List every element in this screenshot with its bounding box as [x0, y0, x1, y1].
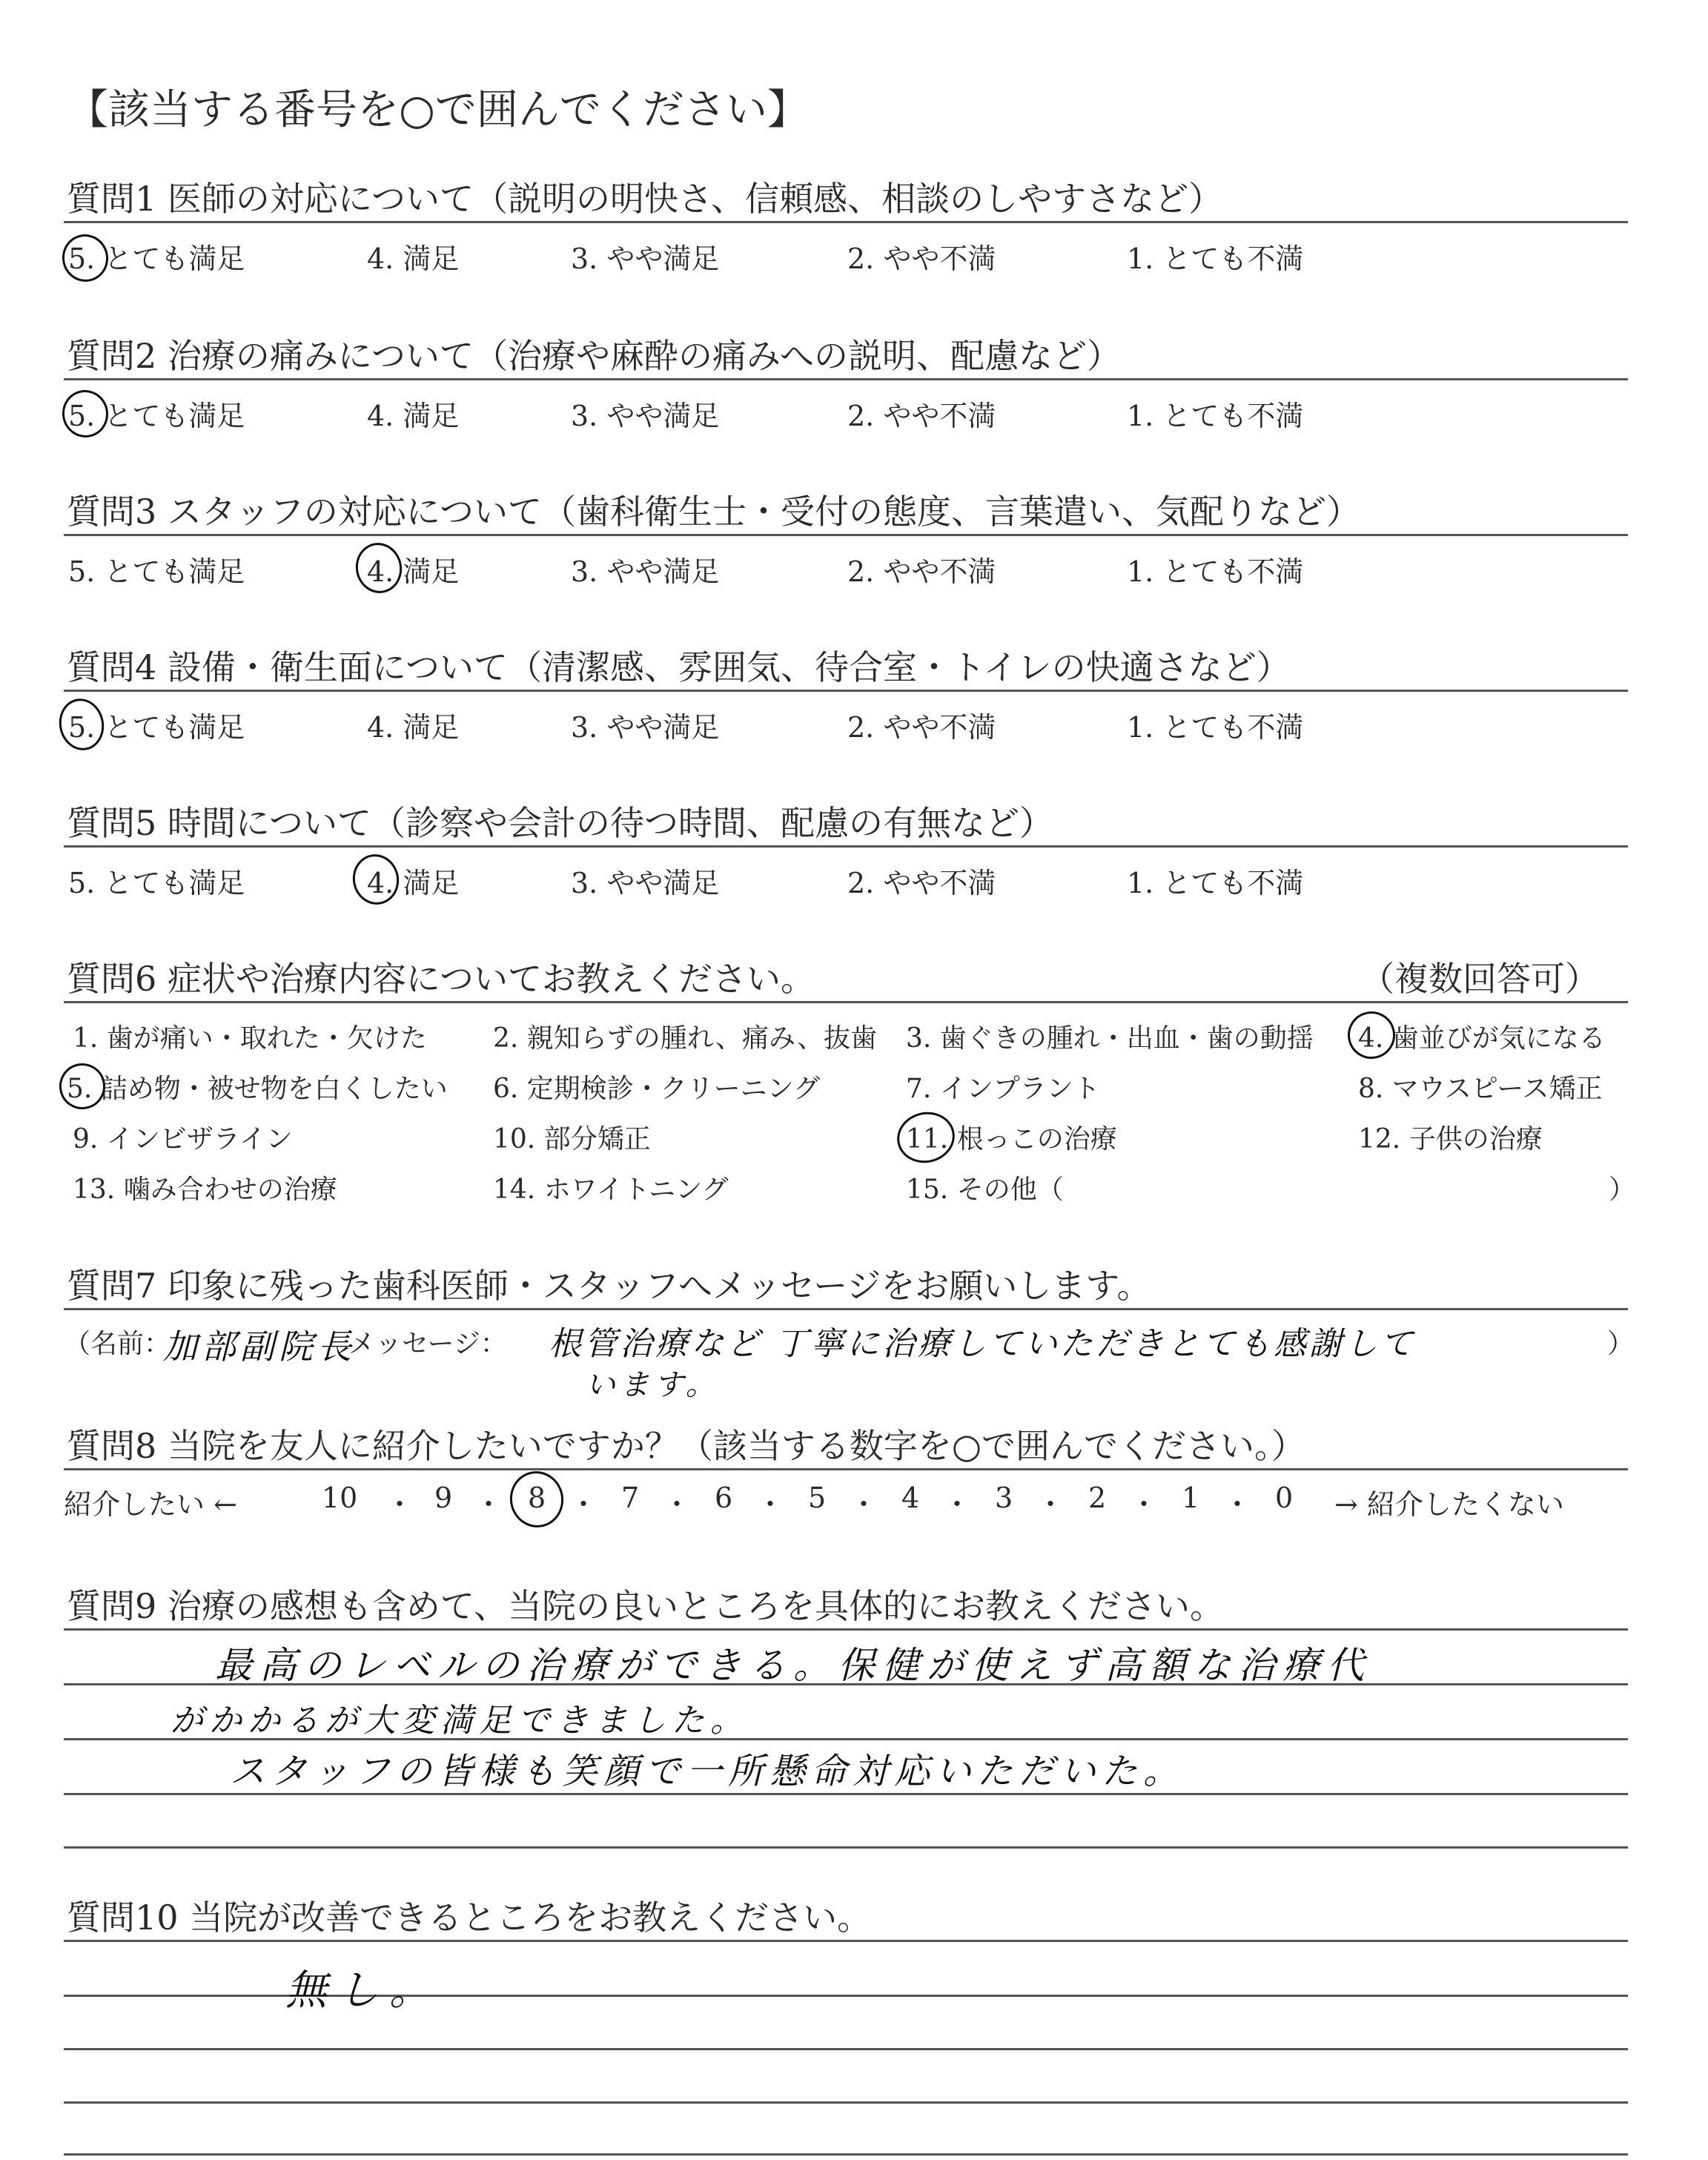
q8-scale-8[interactable]: 8 — [528, 1482, 546, 1514]
q4-option-3[interactable]: 3. やや満足 — [571, 711, 720, 744]
q1-option-3[interactable]: 3. やや満足 — [571, 242, 720, 275]
answer-line — [64, 2048, 1628, 2050]
q3-rule — [64, 534, 1628, 536]
q5-option-1[interactable]: 1. とても不満 — [1127, 867, 1304, 899]
q8-dot: ・ — [474, 1488, 503, 1521]
q6-note: （複数回答可） — [1360, 959, 1599, 999]
q4-option-4[interactable]: 4. 満足 — [367, 711, 460, 744]
q7-message-label: メッセージ： — [348, 1329, 507, 1359]
q1-option-5[interactable]: 5. とても満足 — [68, 242, 245, 275]
q1-option-1[interactable]: 1. とても不満 — [1127, 242, 1304, 275]
q4-selection-circle — [54, 695, 108, 755]
q8-scale-7[interactable]: 7 — [621, 1482, 640, 1514]
q8-scale-1[interactable]: 1 — [1182, 1482, 1200, 1514]
q8-right-label: → 紹介したくない — [1334, 1488, 1564, 1521]
answer-line — [64, 2153, 1628, 2156]
q2-option-3[interactable]: 3. やや満足 — [571, 400, 720, 432]
q10-rule — [64, 1940, 1628, 1942]
q9-answer-line-1: 最高のレベルの治療ができる。保健が使えず高額な治療代 — [215, 1644, 1371, 1687]
q8-scale-2[interactable]: 2 — [1088, 1482, 1107, 1514]
q9-title: 質問9 治療の感想も含めて、当院の良いところを具体的にお教えください。 — [67, 1586, 1224, 1626]
q6-option-2[interactable]: 2. 親知らずの腫れ、痛み、抜歯 — [493, 1023, 878, 1054]
q5-option-4[interactable]: 4. 満足 — [367, 867, 460, 899]
q5-option-3[interactable]: 3. やや満足 — [571, 867, 720, 899]
q7-name-value: 加部副院長 — [163, 1327, 356, 1367]
q8-dot: ・ — [1223, 1488, 1252, 1521]
q3-title: 質問3 スタッフの対応について（歯科衛生士・受付の態度、言葉遣い、気配りなど） — [67, 492, 1360, 532]
q6-option-9[interactable]: 9. インビザライン — [73, 1124, 293, 1155]
q8-dot: ・ — [1036, 1488, 1065, 1521]
q5-title: 質問5 時間について（診察や会計の待つ時間、配慮の有無など） — [67, 803, 1053, 843]
q4-option-5[interactable]: 5. とても満足 — [68, 711, 245, 744]
q8-scale-9[interactable]: 9 — [434, 1482, 453, 1514]
q4-rule — [64, 690, 1628, 692]
q6-option-6[interactable]: 6. 定期検診・クリーニング — [493, 1074, 821, 1104]
q6-option-10[interactable]: 10. 部分矯正 — [493, 1124, 651, 1155]
q1-title: 質問1 医師の対応について（説明の明快さ、信頼感、相談のしやすさなど） — [67, 179, 1223, 219]
q4-option-1[interactable]: 1. とても不満 — [1127, 711, 1304, 744]
q3-option-4[interactable]: 4. 満足 — [367, 555, 460, 588]
q6-option-13[interactable]: 13. 噛み合わせの治療 — [73, 1175, 337, 1205]
q7-message-line-2: います。 — [586, 1368, 720, 1402]
q9-answer-line-2: がかかるが大変満足できました。 — [171, 1702, 749, 1740]
q7-rule — [64, 1308, 1628, 1310]
q10-answer: 無し。 — [285, 1966, 441, 2015]
q8-dot: ・ — [385, 1488, 414, 1521]
q6-option-1[interactable]: 1. 歯が痛い・取れた・欠けた — [73, 1023, 427, 1054]
q3-option-5[interactable]: 5. とても満足 — [68, 555, 245, 588]
q3-option-3[interactable]: 3. やや満足 — [571, 555, 720, 588]
q6-other-close-paren: ） — [1609, 1175, 1636, 1205]
q1-option-4[interactable]: 4. 満足 — [367, 242, 460, 275]
q6-option-8[interactable]: 8. マウスピース矯正 — [1358, 1074, 1603, 1104]
q6-title: 質問6 症状や治療内容についてお教えください。 — [67, 959, 815, 999]
q1-rule — [64, 221, 1628, 223]
q8-dot: ・ — [850, 1488, 878, 1521]
q2-option-4[interactable]: 4. 満足 — [367, 400, 460, 432]
q8-dot: ・ — [663, 1488, 692, 1521]
q6-option-12[interactable]: 12. 子供の治療 — [1358, 1124, 1543, 1155]
q8-title: 質問8 当院を友人に紹介したいですか？（該当する数字を○で囲んでください。） — [67, 1426, 1306, 1466]
q8-selection-circle — [505, 1466, 569, 1532]
q8-scale-3[interactable]: 3 — [995, 1482, 1013, 1514]
q8-scale-6[interactable]: 6 — [715, 1482, 733, 1514]
q9-answer-line-3: スタッフの皆様も笑顔で一所懸命対応いただいた。 — [230, 1751, 1185, 1792]
q2-rule — [64, 378, 1628, 380]
q8-scale-4[interactable]: 4 — [901, 1482, 920, 1514]
q6-option-4[interactable]: 4. 歯並びが気になる — [1358, 1023, 1606, 1054]
q6-option-11[interactable]: 11. 根っこの治療 — [906, 1124, 1117, 1155]
q2-title: 質問2 治療の痛みについて（治療や麻酔の痛みへの説明、配慮など） — [67, 336, 1122, 376]
q4-title: 質問4 設備・衛生面について（清潔感、雰囲気、待合室・トイレの快適さなど） — [67, 647, 1291, 687]
q7-message-line-1: 根管治療など 丁寧に治療していただきとても感謝して — [549, 1325, 1416, 1363]
q6-option-14[interactable]: 14. ホワイトニング — [493, 1175, 729, 1205]
q5-option-2[interactable]: 2. やや不満 — [847, 867, 996, 899]
q6-option-7[interactable]: 7. インプラント — [906, 1074, 1100, 1104]
q7-title: 質問7 印象に残った歯科医師・スタッフへメッセージをお願いします。 — [67, 1266, 1151, 1306]
q8-dot: ・ — [569, 1488, 598, 1521]
q8-dot: ・ — [756, 1488, 785, 1521]
form-header: 【該当する番号を○で囲んでください】 — [67, 86, 809, 134]
q6-option-5[interactable]: 5. 詰め物・被せ物を白くしたい — [67, 1074, 448, 1104]
q7-name-label: （名前： — [64, 1329, 171, 1359]
q8-rule — [64, 1468, 1628, 1470]
q2-option-1[interactable]: 1. とても不満 — [1127, 400, 1304, 432]
q5-option-5[interactable]: 5. とても満足 — [68, 867, 245, 899]
q5-rule — [64, 845, 1628, 848]
q7-close-paren: ） — [1607, 1329, 1635, 1359]
q8-scale-5[interactable]: 5 — [808, 1482, 827, 1514]
q8-dot: ・ — [1130, 1488, 1159, 1521]
q4-option-2[interactable]: 2. やや不満 — [847, 711, 996, 744]
q8-scale-0[interactable]: 0 — [1275, 1482, 1294, 1514]
answer-line — [64, 2101, 1628, 2104]
q6-option-3[interactable]: 3. 歯ぐきの腫れ・出血・歯の動揺 — [906, 1023, 1314, 1054]
q8-dot: ・ — [943, 1488, 972, 1521]
q3-option-2[interactable]: 2. やや不満 — [847, 555, 996, 588]
q1-option-2[interactable]: 2. やや不満 — [847, 242, 996, 275]
q6-selection-circle-11 — [893, 1107, 959, 1169]
q8-scale-10[interactable]: 10 — [322, 1482, 358, 1514]
q3-option-1[interactable]: 1. とても不満 — [1127, 555, 1304, 588]
q6-option-15[interactable]: 15. その他（ — [906, 1175, 1064, 1205]
q2-option-5[interactable]: 5. とても満足 — [68, 400, 245, 432]
q10-title: 質問10 当院が改善できるところをお教えください。 — [67, 1898, 872, 1938]
q6-rule — [64, 1001, 1628, 1003]
q9-rule — [64, 1628, 1628, 1631]
answer-line — [64, 1846, 1628, 1849]
q2-option-2[interactable]: 2. やや不満 — [847, 400, 996, 432]
q8-left-label: 紹介したい ← — [64, 1488, 237, 1521]
